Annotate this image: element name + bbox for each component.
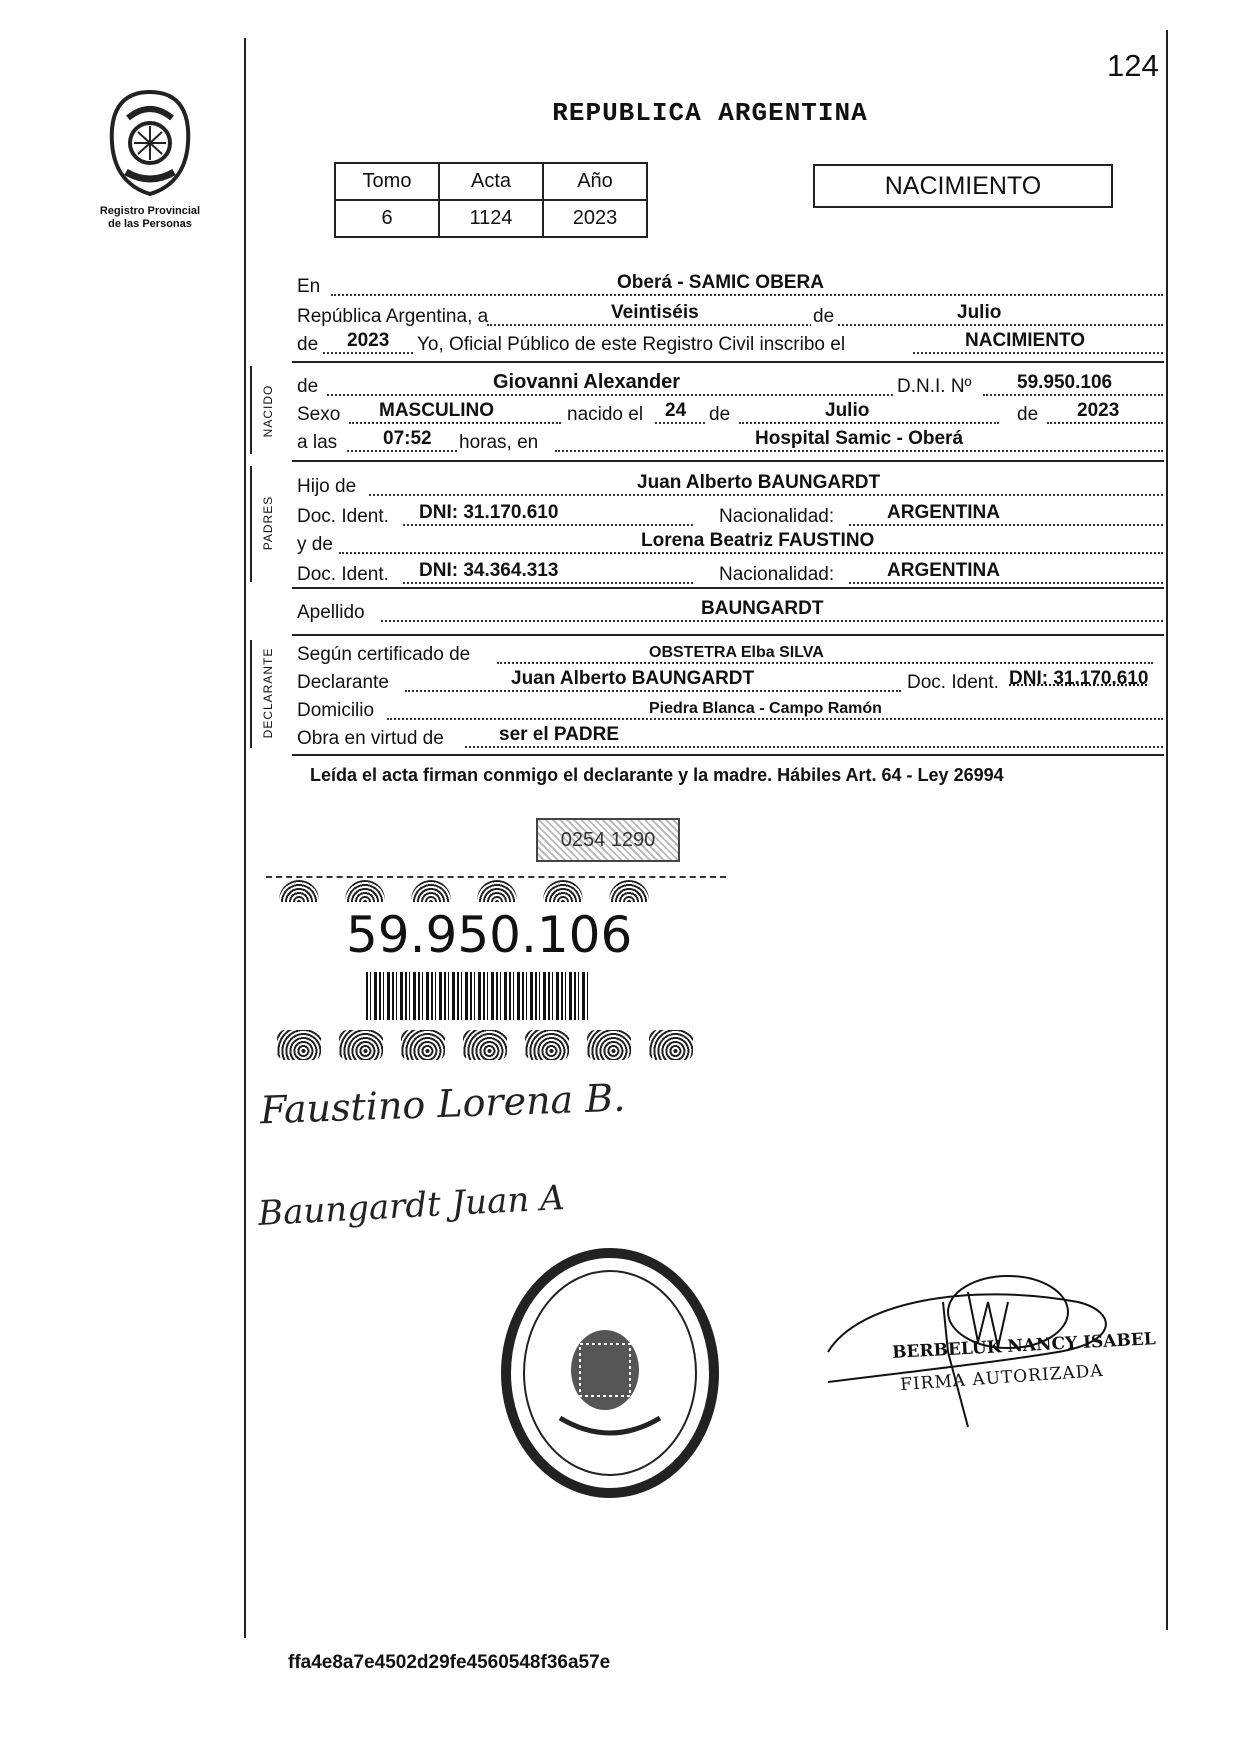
child-dni: 59.950.106 — [1017, 372, 1113, 393]
document-hash: ffa4e8a7e4502d29fe4560548f36a57e — [288, 1652, 611, 1673]
dotted-line — [983, 394, 1163, 396]
row-sex — [297, 400, 1163, 428]
nac-label: Nacionalidad: — [719, 564, 835, 585]
dni-label: D.N.I. Nº — [897, 376, 972, 397]
month-value: Julio — [957, 302, 1002, 323]
declarante-band — [250, 640, 252, 748]
declarant-doc: DNI: 31.170.610 — [1009, 668, 1149, 689]
dotted-line — [403, 582, 693, 584]
place-value: Oberá - SAMIC OBERA — [617, 272, 824, 293]
father-signature: Baungardt Juan A — [257, 1178, 566, 1234]
section-divider — [292, 634, 1164, 636]
row-time — [297, 428, 1163, 456]
id-number: 59.950.106 — [346, 906, 633, 964]
de-label: de — [297, 376, 319, 397]
dotted-line — [403, 524, 693, 526]
dotted-line — [1047, 422, 1163, 424]
fingerprint-pattern-icon — [345, 880, 385, 902]
nacido-label: nacido el — [567, 404, 644, 425]
row-obra — [297, 724, 1163, 752]
father-doc: DNI: 31.170.610 — [419, 502, 559, 523]
horas-label: horas, en — [459, 432, 539, 453]
de-label: de — [813, 306, 835, 327]
dotted-line — [387, 718, 1163, 720]
org-name-line1: Registro Provincial — [99, 205, 201, 217]
surname-value: BAUNGARDT — [701, 598, 824, 619]
cert-label: Según certificado de — [297, 644, 471, 665]
tomo-header: Tomo — [335, 163, 439, 200]
doc-label: Doc. Ident. — [297, 564, 389, 585]
left-margin-line — [244, 38, 246, 1638]
section-divider — [292, 460, 1164, 462]
de-label-2: de — [709, 404, 731, 425]
section-divider — [292, 587, 1164, 589]
fingerprint-pattern-icon — [277, 1030, 321, 1060]
day-word: Veintiséis — [611, 302, 699, 323]
fingerprint-pattern-icon — [649, 1030, 693, 1060]
row-declarant — [297, 668, 1163, 696]
fingerprint-pattern-icon — [587, 1030, 631, 1060]
row-date — [297, 302, 1163, 330]
row-father-doc — [297, 502, 1163, 530]
birth-year: 2023 — [1077, 400, 1120, 421]
apellido-label: Apellido — [297, 602, 365, 623]
security-pattern-bottom — [268, 1030, 728, 1062]
row-domicile — [297, 696, 1163, 724]
birth-time: 07:52 — [383, 428, 432, 449]
birth-day: 24 — [665, 400, 687, 421]
section-divider — [292, 361, 1164, 363]
mother-nat: ARGENTINA — [887, 560, 1000, 581]
org-name-line2: de las Personas — [108, 218, 192, 230]
dotted-line — [381, 620, 1163, 622]
en-label: En — [297, 276, 321, 297]
fingerprint-pattern-icon — [279, 880, 319, 902]
mother-name: Lorena Beatriz FAUSTINO — [641, 530, 875, 551]
dotted-line — [327, 394, 893, 396]
doc-label: Doc. Ident. — [297, 506, 389, 527]
registry-logo — [100, 88, 200, 198]
domicilio-label: Domicilio — [297, 700, 375, 721]
fingerprint-pattern-icon — [339, 1030, 383, 1060]
dotted-line — [913, 352, 1163, 354]
alas-label: a las — [297, 432, 338, 453]
row-mother-doc — [297, 560, 1163, 588]
anio-value: 2023 — [543, 200, 647, 237]
year-value: 2023 — [347, 330, 390, 351]
father-name: Juan Alberto BAUNGARDT — [637, 472, 881, 493]
hijo-label: Hijo de — [297, 476, 357, 497]
row-certificate — [297, 640, 1163, 668]
dotted-line — [369, 494, 1163, 496]
legal-note: Leída el acta firman conmigo el declarante y la madre. Hábiles Art. 64 - Ley 26994 — [310, 765, 1004, 785]
official-role: FIRMA AUTORIZADA — [899, 1360, 1105, 1396]
nacido-band — [250, 366, 252, 454]
row-surname — [297, 598, 1163, 626]
row-place — [297, 272, 1163, 300]
domicile-value: Piedra Blanca - Campo Ramón — [649, 700, 882, 717]
sex-value: MASCULINO — [379, 400, 495, 421]
republica-label: República Argentina, a — [297, 306, 489, 327]
declarante-side-label: DECLARANTE — [261, 647, 275, 739]
declarante-label: Declarante — [297, 672, 389, 693]
fingerprint-pattern-icon — [463, 1030, 507, 1060]
fingerprint-pattern-icon — [411, 880, 451, 902]
right-margin-line — [1166, 30, 1168, 1630]
mother-doc: DNI: 34.364.313 — [419, 560, 559, 581]
dotted-line — [739, 422, 999, 424]
fingerprint-pattern-icon — [609, 880, 649, 902]
province-emblem-icon — [100, 88, 200, 198]
tomo-value: 6 — [335, 200, 439, 237]
country-title: REPUBLICA ARGENTINA — [552, 98, 868, 128]
birth-place: Hospital Samic - Oberá — [755, 428, 964, 449]
dotted-line — [405, 690, 901, 692]
page-number: 124 — [1107, 48, 1159, 83]
act-type-box: NACIMIENTO — [813, 164, 1113, 208]
fingerprint-pattern-icon — [401, 1030, 445, 1060]
anio-header: Año — [543, 163, 647, 200]
fingerprint-pattern-icon — [477, 880, 517, 902]
acta-value: 1124 — [439, 200, 543, 237]
security-pattern-top — [266, 876, 726, 910]
padres-side-label: PADRES — [261, 495, 275, 551]
dotted-line — [347, 450, 457, 452]
dotted-line — [331, 294, 1163, 296]
doc-label: Doc. Ident. — [907, 672, 999, 693]
father-nat: ARGENTINA — [887, 502, 1000, 523]
sexo-label: Sexo — [297, 404, 341, 425]
row-mother — [297, 530, 1163, 558]
year-prefix: de — [297, 334, 319, 355]
dotted-line — [655, 422, 705, 424]
mother-signature: Faustino Lorena B. — [259, 1075, 626, 1133]
row-inscribe — [297, 330, 1163, 358]
yde-label: y de — [297, 534, 333, 555]
row-father — [297, 472, 1163, 500]
obra-label: Obra en virtud de — [297, 728, 444, 749]
fingerprint-pattern-icon — [525, 1030, 569, 1060]
official-name: BERBELUK NANCY ISABEL — [891, 1329, 1157, 1363]
seal-icon — [500, 1248, 720, 1498]
nac-label: Nacionalidad: — [719, 506, 835, 527]
declarant-name: Juan Alberto BAUNGARDT — [511, 668, 755, 689]
dotted-line — [465, 746, 1163, 748]
org-name — [80, 205, 220, 231]
dotted-line — [849, 582, 1163, 584]
de-label-3: de — [1017, 404, 1039, 425]
fingerprint-pattern-icon — [543, 880, 583, 902]
dotted-line — [323, 352, 413, 354]
row-name — [297, 372, 1163, 400]
certificate-value: OBSTETRA Elba SILVA — [649, 644, 824, 661]
padres-band — [250, 466, 252, 582]
child-name: Giovanni Alexander — [493, 371, 681, 393]
birth-month: Julio — [825, 400, 870, 421]
inscribe-text: Yo, Oficial Público de este Registro Civil inscribo el — [417, 334, 846, 355]
act-word: NACIMIENTO — [965, 330, 1085, 351]
barcode — [366, 972, 588, 1020]
nacido-side-label: NACIDO — [261, 384, 275, 438]
dotted-line — [555, 450, 1163, 452]
official-seal — [500, 1248, 720, 1498]
registry-table — [334, 162, 648, 238]
obra-value: ser el PADRE — [499, 724, 620, 745]
dotted-line — [849, 524, 1163, 526]
dotted-line — [349, 422, 561, 424]
dotted-line — [339, 552, 1163, 554]
acta-header: Acta — [439, 163, 543, 200]
section-divider — [292, 754, 1164, 756]
stamp-code: 0254 1290 — [536, 818, 680, 862]
dotted-line — [497, 662, 1153, 664]
